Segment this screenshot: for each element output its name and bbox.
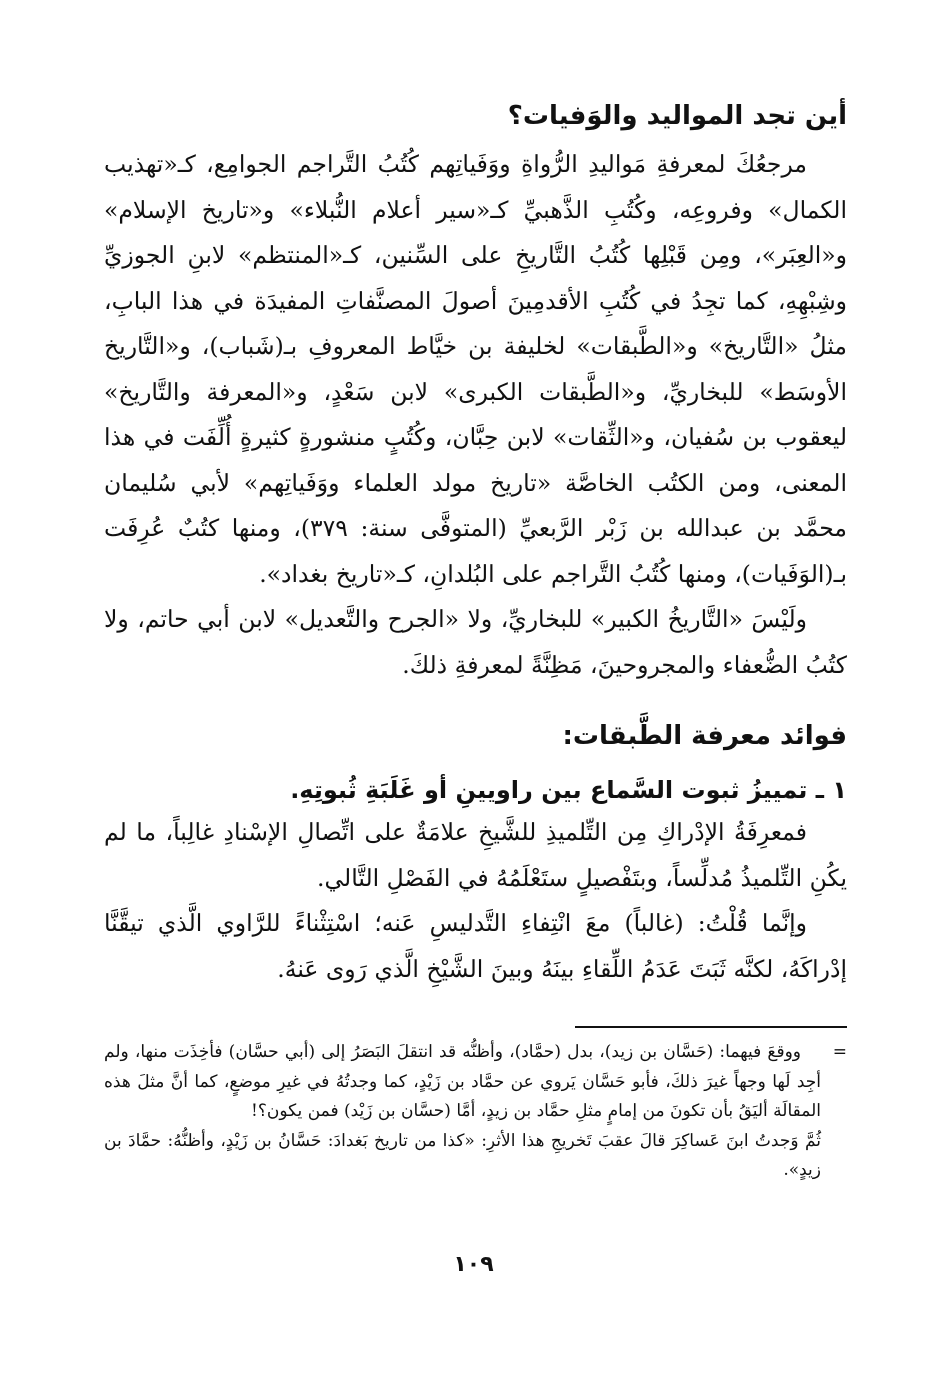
section-heading-benefits: فوائد معرفة الطَّبقات: — [562, 721, 847, 751]
section-heading-birth-death: أين تجد المواليد والوَفيات؟ — [507, 101, 847, 131]
footnote-continuation — [104, 1038, 847, 1186]
paragraph-exclusions: ولَيْسَ «التَّاريخُ الكبير» للبخاريِّ، ولا «الجرح والتَّعديل» لابن أبي حاتم، ولا كتُبُ الضُّعفاء والمجروحينَ، مَظِنَّةً لمعرفةِ ذلكَ. — [104, 605, 847, 679]
footnote-continuation-text: ووقعَ فيهما: (حَسَّان بن زيد)، بدل (حمَّاد)، وأظنُّه قد انتقلَ البَصَرُ إلى (أبي حسَّان) فأخِذَت منها، ولم أجِد لَها وجهاً غيرَ ذلكَ، فأبو حَسَّان يَروي عن حمَّاد بن زَيْدٍ، كما وجدتُهُ في غيرِ موضعٍ، كما أنَّ مثلَ هذه المقالَة أليَقُ بأن تكونَ من إمامٍ مثلِ حمَّاد بن زيدٍ، أمَّا (حسَّان بن زَيْد) فمن يكون؟! — [104, 1042, 821, 1121]
paragraph-exception: وإنَّما قُلْتُ: (غالباً) معَ انْتِفاءِ التَّدليسِ عَنه؛ اسْتِثْناءً للرَّاوي الَّذي تيقَّنَّا إدْراكَهُ، لكنَّه ثَبَتَ عَدَمُ اللِّقاءِ بينَهُ وبينَ الشَّيْخِ الَّذي رَوى عَنهُ. — [104, 909, 847, 983]
paragraph-idrak: فمعرِفَةُ الإدْراكِ مِن التِّلميذِ للشَّيخِ علامَةٌ على اتِّصالِ الإسْنادِ غالِباً، ما لم يكُنِ التِّلميذُ مُدلِّساً، وبتَفْصيلٍ ستَعْلَمُهُ في الفَصْلِ التَّالي. — [104, 818, 847, 892]
footnote-second-text: ثُمَّ وَجدتُ ابنَ عَساكِرَ قالَ عقبَ تَخريجِ هذا الأثرِ: «كذا من تاريخ بَغدادَ: حَسَّانُ بن زَيْدٍ، وأظنُّهُ: حمَّادَ بن زيدٍ». — [104, 1130, 821, 1180]
paragraph-sources: مرجعُكَ لمعرفةِ مَواليدِ الرُّواةِ ووَفَياتِهم كُتُبُ التَّراجم الجوامِع، كـ«تهذيب الكمال» وفروعِه، وكُتُبِ الذَّهبيِّ كـ«سير أعلام النُّبلاء» و«تاريخ الإسلام» و«العِبَر»، ومِن قَبْلِها كُتُبُ التَّاريخِ على السِّنين، كـ«المنتظم» لابنِ الجوزيِّ وشِبْهِهِ، كما تجِدُ في كُتُبِ الأقدمِينَ أصولَ المصنَّفاتِ المفيدَة في هذا البابِ، مثلُ «التَّاريخ» و«الطَّبقات» لخليفة بن خيَّاط المعروفِ بـ(شَباب)، و«التَّاريخ الأوسَط» للبخاريِّ، و«الطَّبقات الكبرى» لابن سَعْدٍ، و«المعرفة والتَّاريخ» ليعقوب بن سُفيان، و«الثِّقات» لابن حِبَّان، وكُتُبٍ منشورةٍ كثيرةٍ أُلِّفَت في هذا المعنى، ومن الكتُب الخاصَّة «تاريخ مولد العلماء ووَفَياتِهم» لأبي سُليمان محمَّد بن عبدالله بن زَبْر الرَّبعيِّ (المتوفَّى سنة: ٣٧٩)، ومنها كتُبٌ عُرِفَت بـ(الوَفَيات)، ومنها كُتُبُ التَّراجم على البُلدانِ، كـ«تاريخ بغداد». — [104, 150, 847, 588]
footnote-continuation-marker: = — [832, 1042, 847, 1062]
footnotes — [104, 1038, 847, 1186]
benefit-item-1: ١ ـ تمييزُ ثبوت السَّماع بين راويينِ أو غَلَبَةِ ثُبوتِهِ. — [290, 776, 847, 804]
page-number: ١٠٩ — [453, 1252, 494, 1277]
footnote-divider — [575, 1026, 847, 1028]
